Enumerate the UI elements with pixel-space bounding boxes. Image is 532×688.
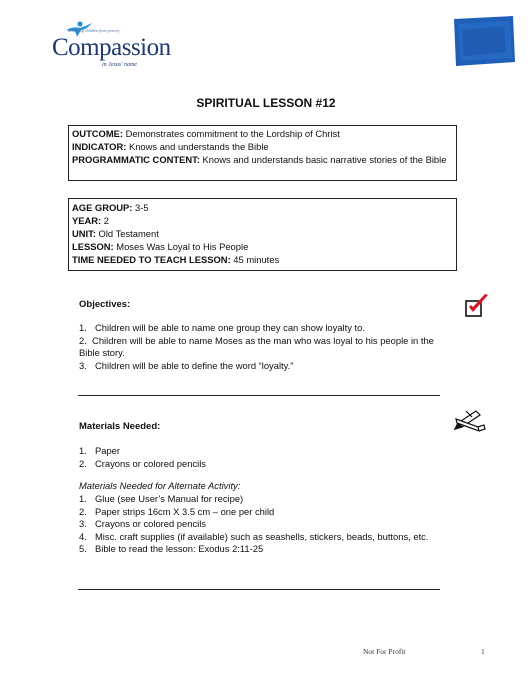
list-number: 1. — [79, 322, 87, 333]
list-item — [79, 518, 439, 531]
list-number: 5. — [79, 543, 87, 554]
objectives-heading: Objectives: — [79, 299, 131, 310]
time-needed-label: TIME NEEDED TO TEACH LESSON: — [72, 254, 231, 265]
list-text: Paper — [95, 445, 121, 456]
checkbox-check-icon — [464, 294, 490, 318]
list-item — [79, 322, 439, 335]
section-divider — [78, 589, 440, 590]
list-number: 4. — [79, 530, 87, 542]
list-number: 3. — [79, 518, 87, 529]
list-text: Children will be able to name one group they can show loyalty to. — [95, 322, 365, 333]
logo-wordmark: Compassion — [52, 34, 171, 61]
year-value: 2 — [101, 215, 109, 226]
unit-value: Old Testament — [95, 228, 159, 239]
list-item — [79, 335, 439, 360]
unit-label: UNIT: — [72, 228, 96, 239]
list-item — [79, 506, 439, 519]
list-text: Glue (see User’s Manual for recipe) — [95, 493, 244, 504]
time-needed-line — [72, 253, 453, 266]
age-group-label: AGE GROUP: — [72, 202, 133, 213]
list-text: Children will be able to name Moses as the man who was loyal to his people in the Bible story. — [79, 334, 434, 358]
list-item — [79, 531, 439, 544]
indicator-line — [72, 140, 453, 153]
age-group-value: 3-5 — [132, 202, 149, 213]
list-text: Children will be able to define the word “loyalty.” — [95, 359, 294, 371]
list-text: Bible to read the lesson: Exodus 2:11-25 — [95, 543, 264, 554]
year-line — [72, 214, 453, 227]
unit-line — [72, 227, 453, 240]
logo-tagline: Releasing children from poverty — [68, 28, 120, 33]
objectives-list — [79, 322, 439, 372]
compassion-logo — [52, 20, 172, 68]
list-number: 3. — [79, 359, 87, 371]
logo-subtitle: in Jesus' name — [102, 62, 137, 68]
footer-not-for-profit: Not For Profit — [363, 647, 406, 656]
indicator-value: Knows and understands the Bible — [126, 141, 269, 152]
programmatic-label: PROGRAMMATIC CONTENT: — [72, 154, 200, 165]
blue-paint-block — [452, 16, 516, 66]
list-item — [79, 458, 439, 471]
outcome-value: Demonstrates commitment to the Lordship of Christ — [123, 128, 340, 139]
list-text: Crayons or colored pencils — [95, 457, 206, 469]
list-item — [79, 360, 439, 373]
year-label: YEAR: — [72, 215, 102, 226]
materials-list — [79, 445, 439, 470]
lesson-line — [72, 240, 453, 253]
list-item — [79, 445, 439, 458]
alternate-materials-list — [79, 493, 439, 556]
outcome-line — [72, 127, 453, 140]
outcome-box — [68, 125, 457, 181]
programmatic-line — [72, 153, 453, 166]
list-text: Crayons or colored pencils — [95, 518, 206, 529]
lesson-value: Moses Was Loyal to His People — [113, 241, 249, 252]
list-number: 1. — [79, 493, 87, 504]
page-title: SPIRITUAL LESSON #12 — [196, 96, 336, 110]
programmatic-value: Knows and understands basic narrative stories of the Bible — [199, 154, 447, 165]
list-number: 1. — [79, 445, 87, 456]
lesson-info-box — [68, 198, 457, 271]
list-number: 2. — [79, 457, 87, 469]
list-number: 2. — [79, 334, 87, 346]
list-text: Paper strips 16cm X 3.5 cm – one per child — [95, 505, 275, 517]
lesson-label: LESSON: — [72, 241, 114, 252]
indicator-label: INDICATOR: — [72, 141, 127, 152]
list-number: 2. — [79, 505, 87, 517]
pencil-crayon-icon — [452, 407, 488, 433]
outcome-label: OUTCOME: — [72, 128, 124, 139]
list-text: Misc. craft supplies (if available) such as seashells, stickers, beads, buttons, etc. — [95, 530, 429, 542]
age-group-line — [72, 201, 453, 214]
list-item — [79, 493, 439, 506]
alternate-materials-heading: Materials Needed for Alternate Activity: — [79, 480, 241, 491]
list-item — [79, 543, 439, 556]
section-divider — [78, 395, 440, 396]
materials-heading: Materials Needed: — [79, 421, 161, 432]
time-needed-value: 45 minutes — [230, 254, 280, 265]
page-number: 1 — [481, 647, 485, 656]
